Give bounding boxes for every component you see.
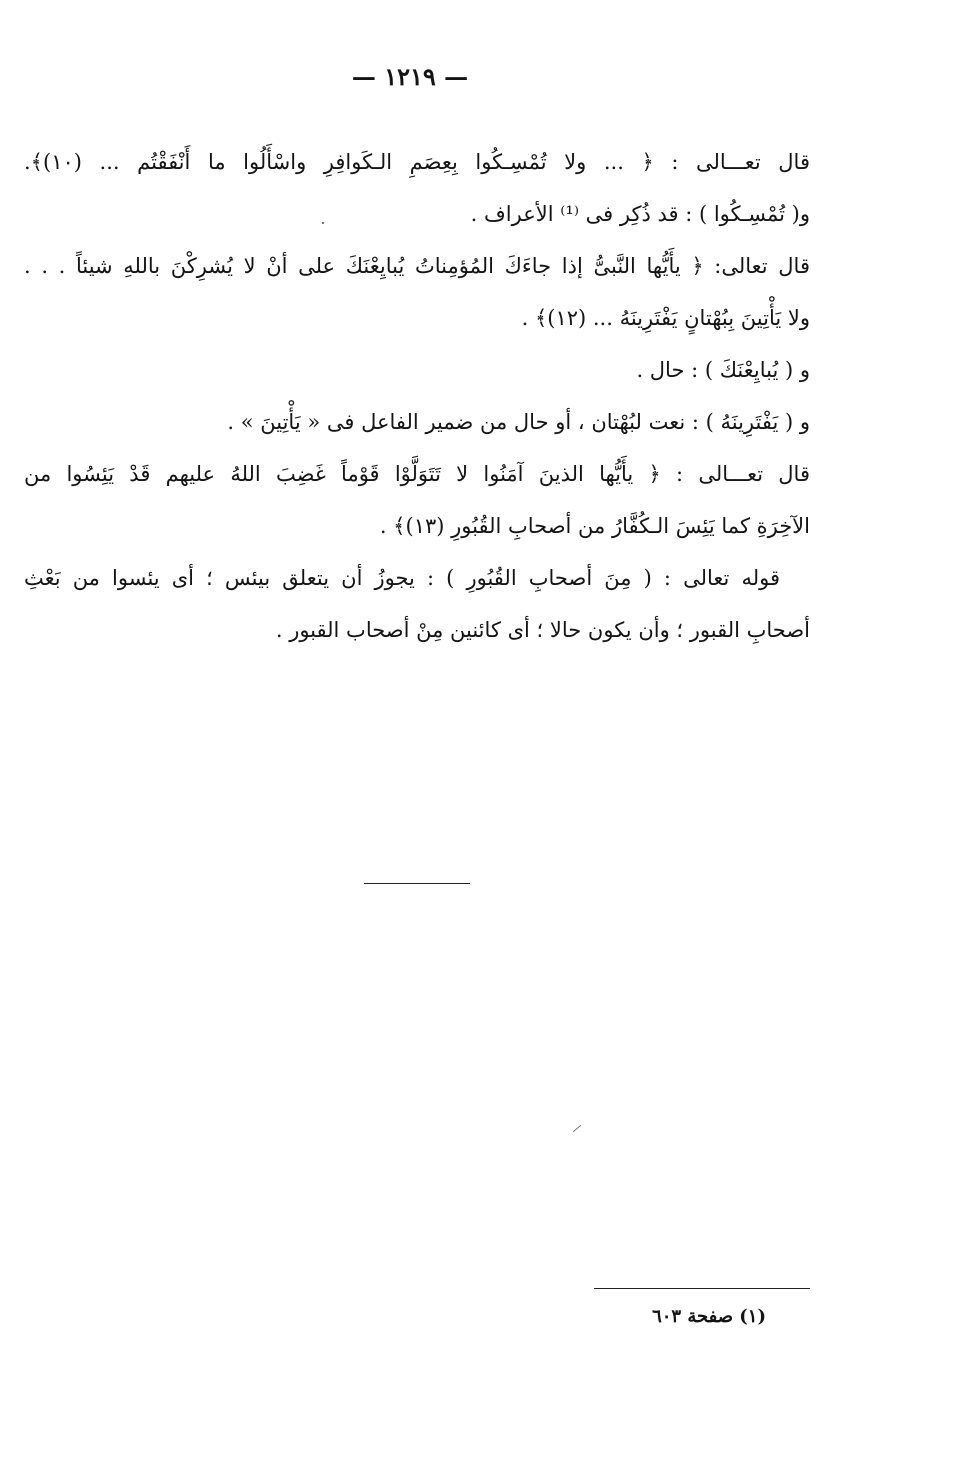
text-line-note-yaftarinahu: و ( يَفْتَرِينَهُ ) : نعت لبُهْتان ، أو حال من ضمير الفاعل فى « يَأْتِينَ » . xyxy=(227,410,810,434)
page-number: — ١٢١٩ — xyxy=(351,62,469,91)
text-line-commentary-end: أصحابِ القبور ؛ وأن يكون حالا ؛ أى كائنين مِنْ أصحاب القبور . xyxy=(275,618,810,642)
text-line-commentary-start: قوله تعالى : ( مِنَ أصحابِ القُبُورِ ) : يجوزُ أن يتعلق بيئس ؛ أى يئسوا من بَعْثِ xyxy=(24,566,780,590)
text-line-verse-13-start: قال تعـــالى : ﴿ يأَيُّها الذينَ آمَنُوا لا تَتَوَلَّوْا قَوْماً غَضِبَ اللهُ عليهم قَدْ يَئِسُوا من xyxy=(24,462,810,486)
text-line-note-tumsiku: و( تُمْسِـكُوا ) : قد ذُكِر فى ⁽¹⁾ الأعراف . xyxy=(470,202,810,226)
main-text xyxy=(24,136,810,656)
text-line-note-yubayinaka: و ( يُبايِعْنَكَ ) : حال . xyxy=(636,358,810,382)
footnote-divider xyxy=(594,1288,810,1289)
section-divider xyxy=(364,883,470,884)
text-line-verse-12-start: قال تعالى: ﴿ يأَيُّها النَّبىُّ إذا جاءَكَ المُؤمِناتُ يُبايِعْنَكَ على أنْ لا يُشرِكْنَ باللهِ شيئاً . . . xyxy=(24,254,810,278)
text-line-verse-12-end: ولا يَأْتِينَ بِبُهْتانٍ يَفْتَرِينَهُ ... (١٢)﴾ . xyxy=(521,306,810,330)
footnote: (١) صفحة ٦٠٣ xyxy=(652,1306,766,1327)
text-line-verse-10: قال تعـــالى : ﴿ ... ولا تُمْسِـكُوا بِعِصَمِ الـكَوافِرِ واسْأَلُوا ما أَنْفَقْتُم ... (١٠)﴾. xyxy=(24,150,810,174)
scan-speck xyxy=(322,222,324,224)
scan-speck xyxy=(573,1125,581,1132)
text-line-verse-13-end: الآخِرَةِ كما يَئِسَ الـكُفَّارُ من أصحابِ القُبُورِ (١٣)﴾ . xyxy=(379,514,810,538)
